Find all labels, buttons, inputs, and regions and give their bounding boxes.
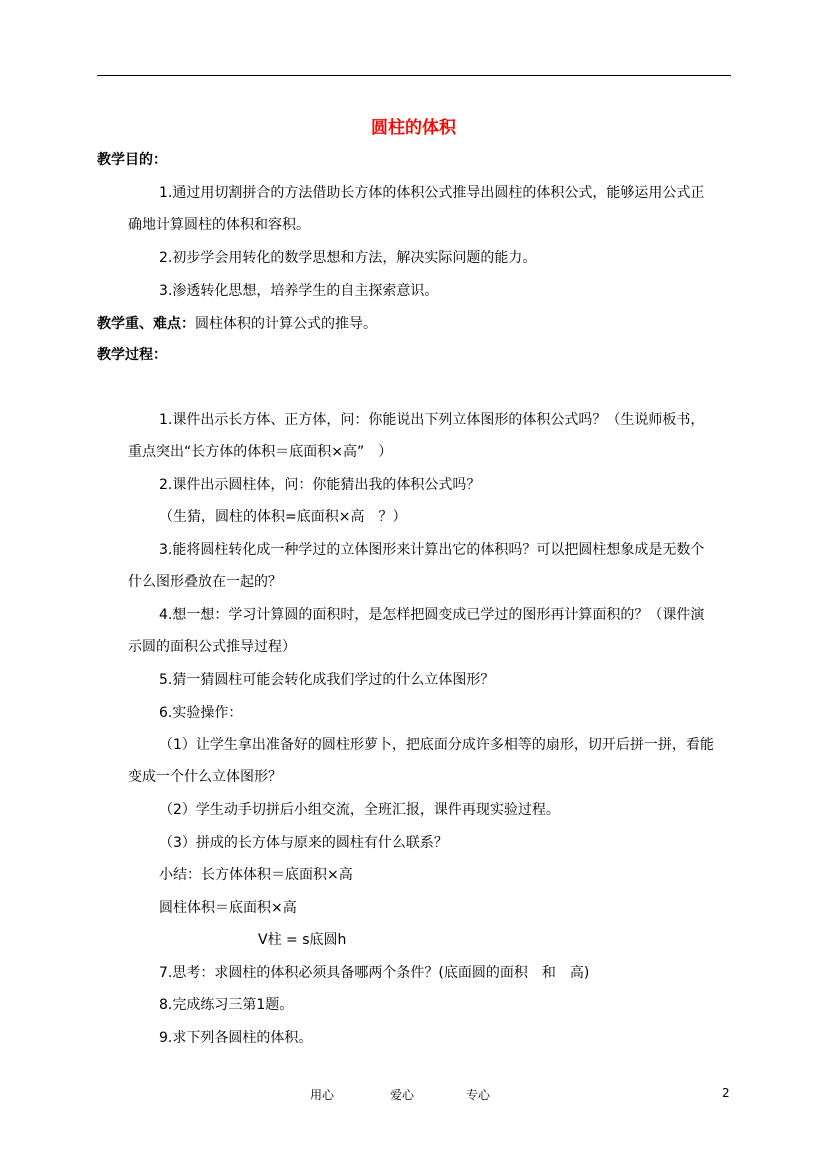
- footer-item: 用心: [310, 1088, 335, 1102]
- process-line: 3.能将圆柱转化成一种学过的立体图形来计算出它的体积吗？可以把圆柱想象成是无数个: [159, 542, 705, 558]
- footer-item: 专心: [466, 1088, 491, 1102]
- objective-line: 2.初步学会用转化的数学思想和方法，解决实际问题的能力。: [159, 250, 537, 266]
- formula-line: V柱 = s底圆h: [258, 932, 347, 948]
- objective-line: 3.渗透转化思想，培养学生的自主探索意识。: [159, 283, 439, 299]
- process-line: 9.求下列各圆柱的体积。: [159, 1030, 313, 1046]
- process-line: 1.课件出示长方体、正方体，问：你能说出下列立体图形的体积公式吗？（生说师板书，: [159, 412, 705, 428]
- key-points: [97, 316, 377, 332]
- process-line: 示圆的面积公式推导过程）: [128, 639, 296, 655]
- process-line: 2.课件出示圆柱体，问：你能猜出我的体积公式吗？: [159, 477, 481, 493]
- process-line: 7.思考：求圆柱的体积必须具备哪两个条件？(底面圆的面积 和 高): [159, 965, 590, 981]
- footer-item: 爱心: [390, 1088, 415, 1102]
- process-heading: 教学过程：: [97, 347, 167, 363]
- process-line: 8.完成练习三第1题。: [159, 997, 294, 1013]
- page-title: 圆柱的体积: [371, 118, 456, 138]
- header-rule: [97, 75, 731, 76]
- process-line: （生猜，圆柱的体积=底面积×高 ？）: [159, 509, 407, 525]
- key-points-text: 圆柱体积的计算公式的推导。: [195, 316, 377, 332]
- process-line: （3）拼成的长方体与原来的圆柱有什么联系？: [159, 835, 448, 851]
- objective-line: 确地计算圆柱的体积和容积。: [128, 217, 310, 233]
- page-number: 2: [722, 1086, 730, 1100]
- objective-line: 1.通过用切割拼合的方法借助长方体的体积公式推导出圆柱的体积公式，能够运用公式正: [159, 185, 705, 201]
- process-line: 小结：长方体体积＝底面积×高: [159, 867, 353, 883]
- process-line: （1）让学生拿出准备好的圆柱形萝卜，把底面分成许多相等的扇形，切开后拼一拼，看能: [159, 737, 714, 753]
- process-line: 变成一个什么立体图形？: [128, 769, 282, 785]
- process-line: 重点突出“长方体的体积＝底面积×高” ）: [128, 444, 393, 460]
- process-line: 圆柱体积＝底面积×高: [159, 900, 297, 916]
- process-line: 什么图形叠放在一起的？: [128, 574, 282, 590]
- objectives-heading: 教学目的：: [97, 152, 167, 168]
- process-line: 5.猜一猜圆柱可能会转化成我们学过的什么立体图形？: [159, 672, 495, 688]
- process-line: 6.实验操作：: [159, 705, 243, 721]
- process-line: （2）学生动手切拼后小组交流，全班汇报，课件再现实验过程。: [159, 802, 560, 818]
- process-line: 4.想一想：学习计算圆的面积时，是怎样把圆变成已学过的图形再计算面积的？（课件演: [159, 607, 705, 623]
- key-points-heading: 教学重、难点：: [97, 316, 195, 332]
